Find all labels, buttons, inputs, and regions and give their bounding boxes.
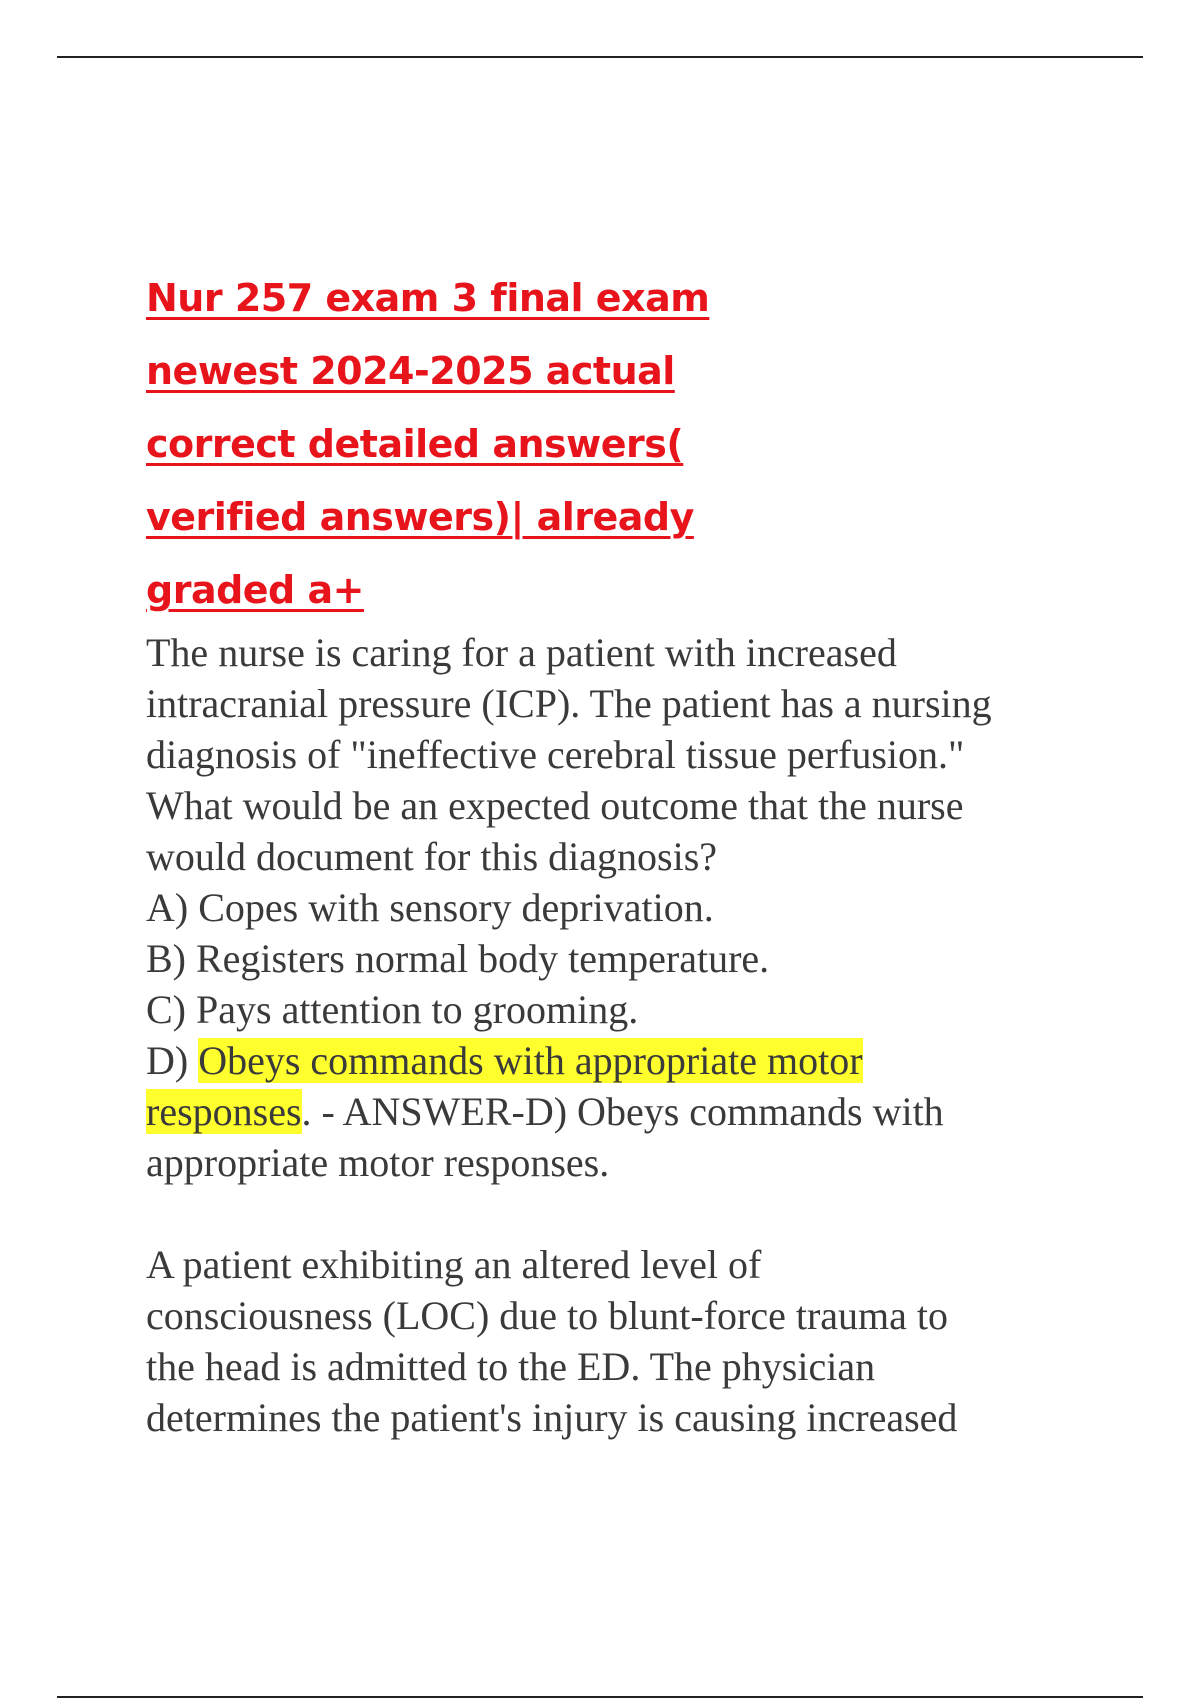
question-stem-line: consciousness (LOC) due to blunt-force trauma to bbox=[146, 1293, 949, 1338]
question-stem-line: diagnosis of "ineffective cerebral tissue perfusion." bbox=[146, 732, 965, 777]
option-c: C) Pays attention to grooming. bbox=[146, 987, 639, 1032]
answer-suffix: . - ANSWER-D) Obeys commands with bbox=[301, 1089, 944, 1134]
highlighted-answer-text: responses bbox=[146, 1089, 302, 1134]
question-stem-line: would document for this diagnosis? bbox=[146, 834, 718, 879]
document-body bbox=[146, 262, 1106, 1443]
question-stem-line: The nurse is caring for a patient with increased bbox=[146, 630, 897, 675]
question-stem-line: intracranial pressure (ICP). The patient has a nursing bbox=[146, 681, 992, 726]
option-d bbox=[146, 1035, 1106, 1086]
title-line: verified answers)| already bbox=[146, 495, 694, 539]
title-line: graded a+ bbox=[146, 568, 364, 612]
paragraph-gap bbox=[146, 1188, 1106, 1239]
option-a: A) Copes with sensory deprivation. bbox=[146, 885, 714, 930]
question-stem-line: the head is admitted to the ED. The physician bbox=[146, 1344, 876, 1389]
title-line: Nur 257 exam 3 final exam bbox=[146, 276, 710, 320]
bottom-rule bbox=[57, 1696, 1143, 1698]
question-stem-line: What would be an expected outcome that the nurse bbox=[146, 783, 964, 828]
question-2 bbox=[146, 1239, 1106, 1443]
top-rule bbox=[57, 56, 1143, 58]
question-1 bbox=[146, 627, 1106, 1188]
document-title bbox=[146, 262, 1106, 627]
title-line: correct detailed answers( bbox=[146, 422, 684, 466]
question-stem-line: determines the patient's injury is causing increased bbox=[146, 1395, 958, 1440]
answer-line bbox=[146, 1086, 1106, 1137]
answer-last-line: appropriate motor responses. bbox=[146, 1140, 610, 1185]
option-b: B) Registers normal body temperature. bbox=[146, 936, 770, 981]
highlighted-answer-text: Obeys commands with appropriate motor bbox=[198, 1038, 863, 1083]
question-stem-line: A patient exhibiting an altered level of bbox=[146, 1242, 762, 1287]
title-line: newest 2024-2025 actual bbox=[146, 349, 675, 393]
option-d-prefix: D) bbox=[146, 1038, 199, 1083]
